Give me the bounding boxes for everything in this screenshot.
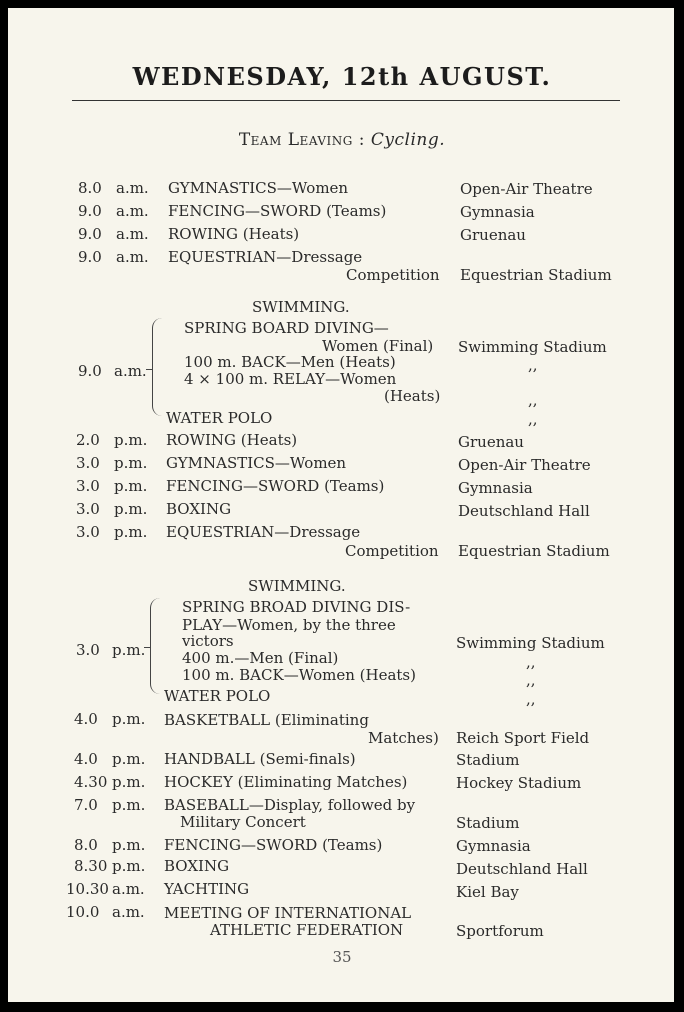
row-time: 8.30	[74, 857, 108, 875]
row-venue: Kiel Bay	[456, 883, 519, 901]
row-ampm: p.m.	[112, 710, 146, 728]
row-venue: Equestrian Stadium	[460, 266, 612, 284]
row-event: FENCING—SWORD (Teams)	[168, 202, 387, 220]
row-event: ROWING (Heats)	[166, 431, 298, 449]
brace	[150, 598, 160, 694]
row-time: 3.0	[76, 523, 100, 541]
row-ampm: p.m.	[114, 431, 148, 449]
row-event: GYMNASTICS—Women	[168, 179, 349, 197]
row-venue: Reich Sport Field	[456, 729, 590, 747]
swim-line: 100 m. BACK—Women (Heats)	[182, 666, 416, 684]
swim-venue: Swimming Stadium	[456, 634, 605, 652]
row-venue: Stadium	[456, 814, 520, 832]
row-event-continued: Competition	[346, 266, 440, 284]
row-venue: Stadium	[456, 751, 520, 769]
swim-venue: Swimming Stadium	[458, 338, 607, 356]
row-ampm: p.m.	[112, 773, 146, 791]
row-event: GYMNASTICS—Women	[166, 454, 347, 472]
group-ampm: a.m.	[114, 362, 147, 380]
row-event-continued: Matches)	[368, 729, 439, 747]
row-time: 9.0	[78, 202, 102, 220]
row-ampm: p.m.	[112, 857, 146, 875]
team-leaving	[0, 130, 684, 150]
row-time: 8.0	[78, 179, 102, 197]
swimming-title: SWIMMING.	[248, 577, 346, 595]
row-event: MEETING OF INTERNATIONAL	[164, 904, 412, 922]
swim-line: 400 m.—Men (Final)	[182, 649, 339, 667]
swim-line: 100 m. BACK—Men (Heats)	[184, 353, 396, 371]
water-polo: WATER POLO	[164, 687, 271, 705]
row-event: BOXING	[166, 500, 232, 518]
row-time: 7.0	[74, 796, 98, 814]
row-event-continued: Competition	[345, 542, 439, 560]
row-time: 4.0	[74, 750, 98, 768]
row-ampm: a.m.	[116, 248, 149, 266]
row-venue: Gymnasia	[458, 479, 533, 497]
ditto-mark: ,,	[526, 671, 536, 689]
row-time: 3.0	[76, 477, 100, 495]
swimming-title: SWIMMING.	[252, 298, 350, 316]
swim-line: SPRING BROAD DIVING DIS-	[182, 598, 411, 616]
swim-line: 4 × 100 m. RELAY—Women	[184, 370, 397, 388]
group-time: 3.0	[76, 641, 100, 659]
row-event: EQUESTRIAN—Dressage	[168, 248, 363, 266]
row-ampm: a.m.	[112, 903, 145, 921]
row-time: 3.0	[76, 500, 100, 518]
row-ampm: p.m.	[114, 523, 148, 541]
row-event: FENCING—SWORD (Teams)	[166, 477, 385, 495]
row-event: BASKETBALL (Eliminating	[164, 711, 369, 729]
row-event-continued: Military Concert	[180, 813, 306, 831]
row-time: 9.0	[78, 225, 102, 243]
row-venue: Deutschland Hall	[458, 502, 590, 520]
row-ampm: p.m.	[114, 477, 148, 495]
row-venue: Deutschland Hall	[456, 860, 588, 878]
brace	[152, 318, 162, 416]
group-time: 9.0	[78, 362, 102, 380]
row-venue: Hockey Stadium	[456, 774, 582, 792]
row-venue: Gruenau	[458, 433, 524, 451]
swim-line: Women (Final)	[322, 337, 434, 355]
ditto-mark: ,,	[526, 653, 536, 671]
row-ampm: p.m.	[112, 836, 146, 854]
row-time: 10.0	[66, 903, 100, 921]
swim-line: (Heats)	[384, 387, 441, 405]
row-ampm: a.m.	[112, 880, 145, 898]
group-ampm: p.m.	[112, 641, 146, 659]
row-time: 10.30	[66, 880, 109, 898]
row-venue: Gruenau	[460, 226, 526, 244]
row-event: BASEBALL—Display, followed by	[164, 796, 416, 814]
row-ampm: p.m.	[114, 454, 148, 472]
team-leaving-sport: Cycling.	[370, 130, 446, 150]
water-polo: WATER POLO	[166, 409, 273, 427]
row-event: ROWING (Heats)	[168, 225, 300, 243]
ditto-mark: ,,	[528, 391, 538, 409]
row-time: 8.0	[74, 836, 98, 854]
page-number: 35	[332, 948, 352, 966]
row-venue: Equestrian Stadium	[458, 542, 610, 560]
page-title: WEDNESDAY, 12th AUGUST.	[132, 62, 552, 91]
row-event: FENCING—SWORD (Teams)	[164, 836, 383, 854]
row-time: 4.30	[74, 773, 108, 791]
row-ampm: a.m.	[116, 202, 149, 220]
row-event: YACHTING	[164, 880, 250, 898]
row-event: BOXING	[164, 857, 230, 875]
swim-line: PLAY—Women, by the three	[182, 616, 396, 634]
team-leaving-label: Team Leaving :	[238, 130, 366, 150]
row-venue: Gymnasia	[460, 203, 535, 221]
row-time: 4.0	[74, 710, 98, 728]
row-venue: Open-Air Theatre	[460, 180, 593, 198]
swim-line: victors	[182, 632, 234, 650]
row-event: HANDBALL (Semi-finals)	[164, 750, 356, 768]
row-event-continued: ATHLETIC FEDERATION	[210, 921, 404, 939]
row-ampm: p.m.	[114, 500, 148, 518]
row-time: 3.0	[76, 454, 100, 472]
row-ampm: a.m.	[116, 179, 149, 197]
row-time: 9.0	[78, 248, 102, 266]
row-venue: Open-Air Theatre	[458, 456, 591, 474]
row-time: 2.0	[76, 431, 100, 449]
brace-point	[144, 647, 150, 648]
row-ampm: p.m.	[112, 796, 146, 814]
ditto-mark: ,,	[526, 690, 536, 708]
title-rule	[72, 100, 620, 101]
row-event: EQUESTRIAN—Dressage	[166, 523, 361, 541]
ditto-mark: ,,	[528, 410, 538, 428]
row-venue: Sportforum	[456, 922, 544, 940]
ditto-mark: ,,	[528, 356, 538, 374]
row-ampm: a.m.	[116, 225, 149, 243]
row-venue: Gymnasia	[456, 837, 531, 855]
brace-point	[146, 369, 152, 370]
swim-line: SPRING BOARD DIVING—	[184, 319, 389, 337]
row-event: HOCKEY (Eliminating Matches)	[164, 773, 408, 791]
row-ampm: p.m.	[112, 750, 146, 768]
